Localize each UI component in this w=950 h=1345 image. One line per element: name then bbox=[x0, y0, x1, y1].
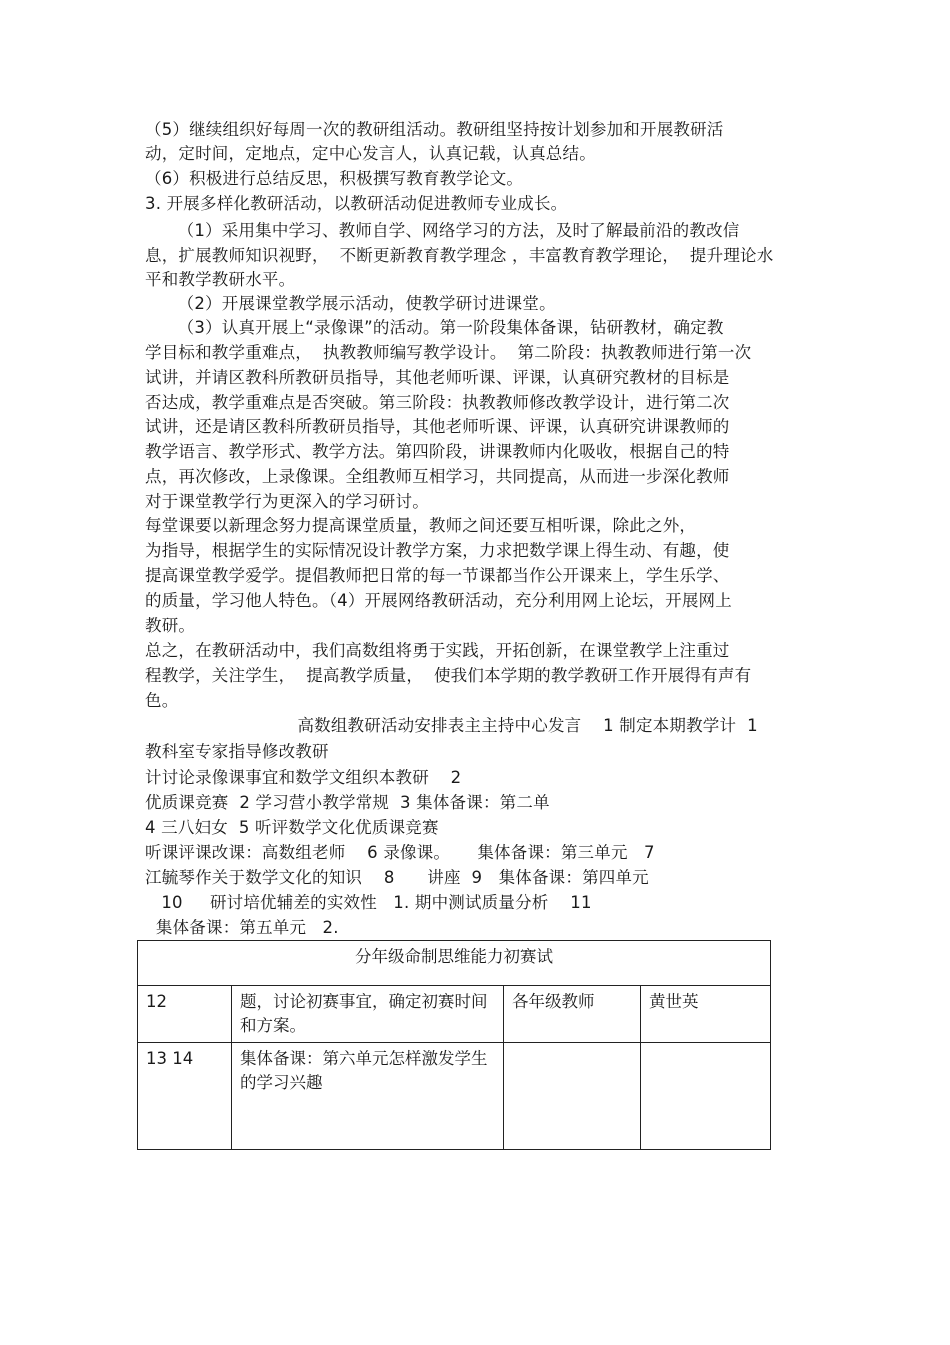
text-line: （3）认真开展上“录像课”的活动。第一阶段集体备课，钻研教材，确定教 bbox=[145, 318, 724, 337]
text-line: 10 研讨培优辅差的实效性 1. 期中测试质量分析 11 bbox=[145, 893, 592, 912]
text-line: 听课评课改课：高数组老师 6 录像课。 集体备课：第三单元 7 bbox=[145, 843, 655, 862]
text-line: 否达成，教学重难点是否突破。第三阶段：执教教师修改教学设计，进行第二次 bbox=[145, 393, 730, 412]
content-cell: 集体备课：第六单元怎样激发学生的学习兴趣 bbox=[232, 1043, 504, 1150]
text-line: （1）采用集中学习、教师自学、网络学习的方法，及时了解最前沿的教改信 bbox=[145, 221, 740, 240]
table-row bbox=[138, 1043, 771, 1150]
text-line: 试讲，还是请区教科所教研员指导，其他老师听课、评课，认真研究讲课教师的 bbox=[145, 417, 730, 436]
text-line: 教科室专家指导修改教研 bbox=[145, 742, 329, 761]
text-line: 教学语言、教学形式、教学方法。第四阶段，讲课教师内化吸收，根据自己的特 bbox=[145, 442, 730, 461]
text-line: 学目标和教学重难点， 执教教师编写教学设计。 第二阶段：执教教师进行第一次 bbox=[145, 343, 752, 362]
participants-cell: 各年级教师 bbox=[504, 986, 641, 1043]
text-line: （2）开展课堂教学展示活动，使教学研讨进课堂。 bbox=[145, 294, 556, 313]
speaker-cell bbox=[641, 1043, 771, 1150]
text-line: 程教学，关注学生， 提高教学质量， 使我们本学期的教学教研工作开展得有声有 bbox=[145, 666, 752, 685]
text-line: 的质量，学习他人特色。（4）开展网络教研活动，充分利用网上论坛，开展网上 bbox=[145, 591, 732, 610]
text-line: 平和教学教研水平。 bbox=[145, 270, 296, 289]
table-row bbox=[138, 986, 771, 1043]
table-title: 分年级命制思维能力初赛试 bbox=[138, 941, 771, 986]
text-line: 集体备课：第五单元 2. bbox=[145, 918, 339, 937]
schedule-heading: 高数组教研活动安排表主主持中心发言 1 制定本期教学计 1 bbox=[145, 716, 758, 735]
schedule-table bbox=[137, 940, 771, 1150]
text-line: 4 三八妇女 5 听评数学文化优质课竞赛 bbox=[145, 818, 439, 837]
text-line: 总之，在教研活动中，我们高数组将勇于实践，开拓创新，在课堂教学上注重过 bbox=[145, 641, 730, 660]
text-line: 每堂课要以新理念努力提高课堂质量，教师之间还要互相听课，除此之外， bbox=[145, 516, 697, 535]
text-line: 点，再次修改，上录像课。全组教师互相学习，共同提高，从而进一步深化教师 bbox=[145, 467, 730, 486]
text-line: 提高课堂教学爱学。提倡教师把日常的每一节课都当作公开课来上，学生乐学、 bbox=[145, 566, 730, 585]
text-line: 3. 开展多样化教研活动，以教研活动促进教师专业成长。 bbox=[145, 194, 568, 213]
text-line: 动，定时间，定地点，定中心发言人，认真记载，认真总结。 bbox=[145, 144, 596, 163]
speaker-cell: 黄世英 bbox=[641, 986, 771, 1043]
text-line: （6）积极进行总结反思，积极撰写教育教学论文。 bbox=[145, 169, 524, 188]
text-line: 江毓琴作关于数学文化的知识 8 讲座 9 集体备课：第四单元 bbox=[145, 868, 649, 887]
text-line: 优质课竞赛 2 学习营小教学常规 3 集体备课：第二单 bbox=[145, 793, 550, 812]
content-cell: 题，讨论初赛事宜，确定初赛时间和方案。 bbox=[232, 986, 504, 1043]
text-line: 对于课堂教学行为更深入的学习研讨。 bbox=[145, 492, 429, 511]
text-line: 试讲，并请区教科所教研员指导，其他老师听课、评课，认真研究教材的目标是 bbox=[145, 368, 730, 387]
text-line: 计讨论录像课事宜和数学文组织本教研 2 bbox=[145, 768, 462, 787]
week-cell: 13 14 bbox=[138, 1043, 232, 1150]
table-row bbox=[138, 941, 771, 986]
week-cell: 12 bbox=[138, 986, 232, 1043]
text-line: 息，扩展教师知识视野， 不断更新教育教学理念 ，丰富教育教学理论， 提升理论水 bbox=[145, 246, 774, 265]
text-line: 色。 bbox=[145, 691, 179, 710]
text-line: 教研。 bbox=[145, 616, 196, 635]
participants-cell bbox=[504, 1043, 641, 1150]
text-line: （5）继续组织好每周一次的教研组活动。教研组坚持按计划参加和开展教研活 bbox=[145, 120, 724, 139]
text-line: 为指导，根据学生的实际情况设计教学方案，力求把数学课上得生动、有趣，使 bbox=[145, 541, 730, 560]
